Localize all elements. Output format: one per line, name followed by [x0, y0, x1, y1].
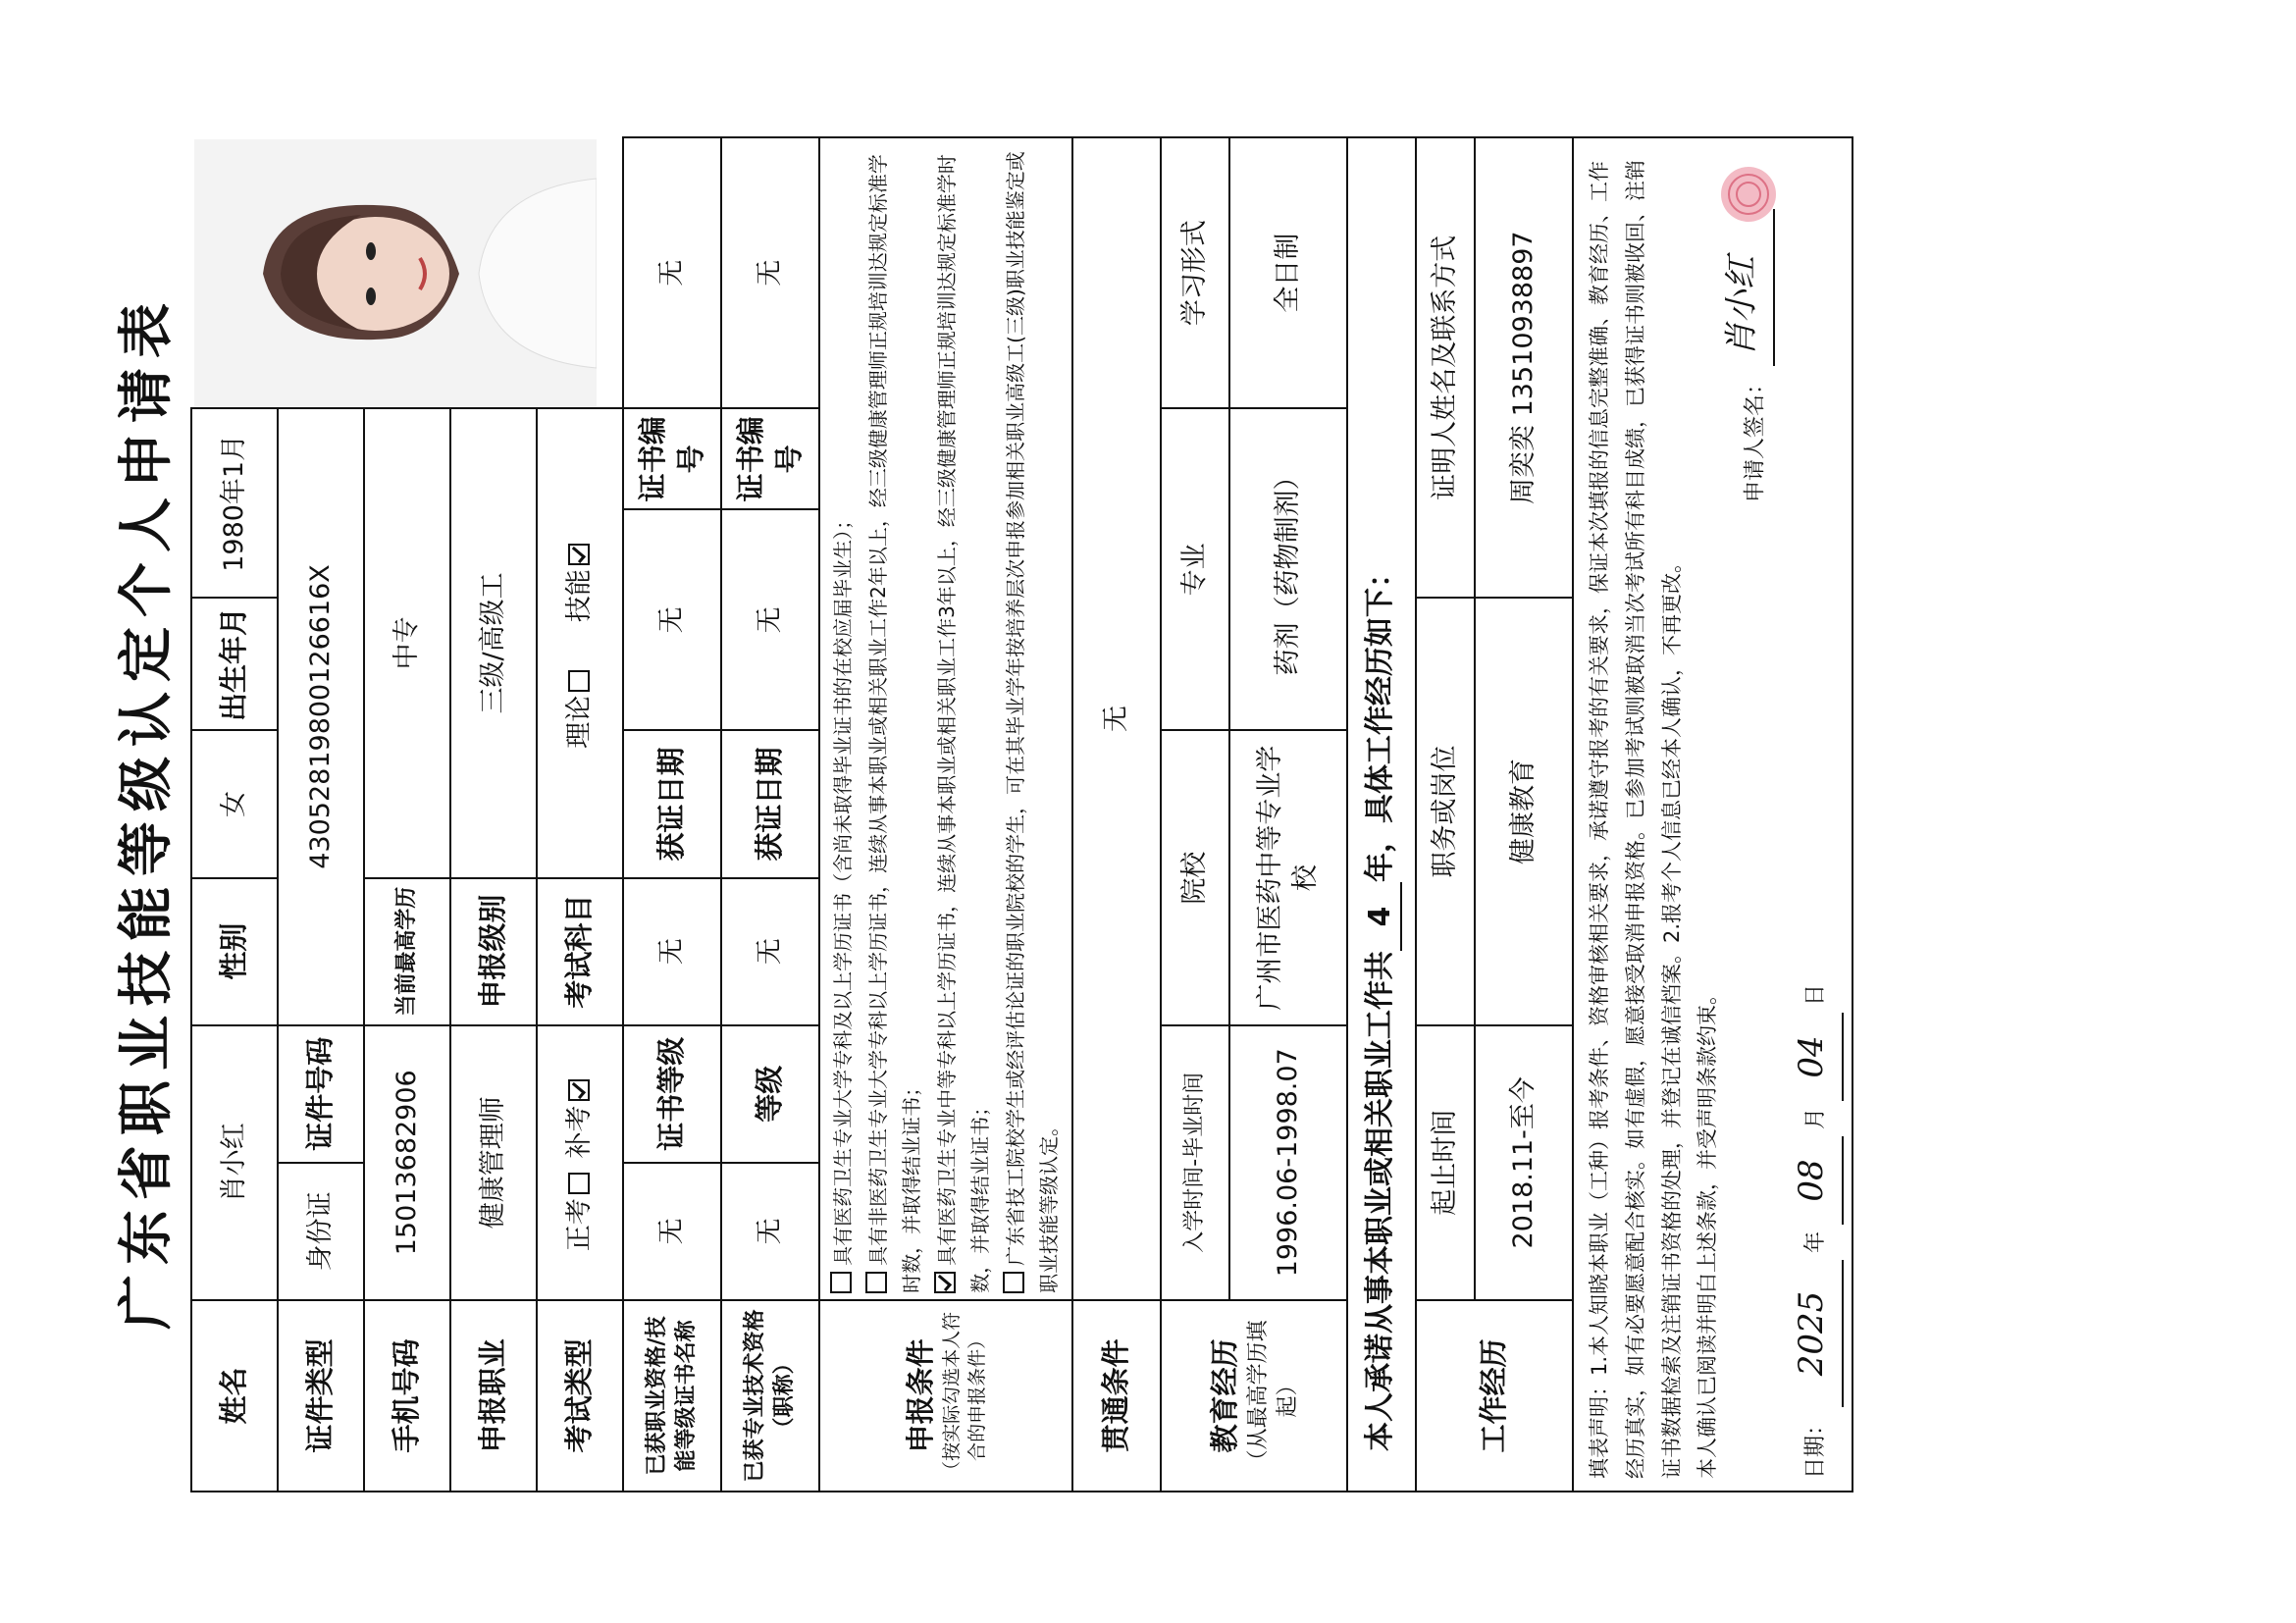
- edu-value: 中专: [364, 408, 450, 877]
- birth-value: 1980年1月: [191, 408, 278, 598]
- work-post: 健康教育: [1475, 598, 1573, 1024]
- subject-theory-checkbox[interactable]: [568, 670, 590, 692]
- cert-level-value: 无: [623, 878, 721, 1025]
- work-years: 4: [1361, 882, 1403, 951]
- id-type-value: 身份证: [278, 1163, 364, 1300]
- through-value: 无: [1072, 137, 1161, 1300]
- row-work-entry: [1475, 137, 1573, 1492]
- condition-option-1: [826, 144, 860, 1293]
- declaration-cell: [1573, 137, 1852, 1492]
- conditions-label: 申报条件: [903, 1338, 937, 1453]
- condition-2-text: 具有非医药卫生专业大学专科以上学历证书，连续从事本职业或相关职业工作2年以上，经三级健康管理师正规培训达规定标准学时数，并取得结业证书；: [866, 154, 923, 1293]
- date-day[interactable]: 04: [1783, 1013, 1844, 1101]
- job-label: 申报职业: [450, 1300, 537, 1492]
- edu-form-header: 学习形式: [1161, 137, 1229, 408]
- conditions-note: （按实际勾选本人符合的申报条件）: [940, 1311, 988, 1480]
- date-day-unit: 日: [1803, 983, 1828, 1006]
- level-value: 三级/高级工: [450, 408, 537, 877]
- date-row: [1783, 150, 1844, 1479]
- cert-date-value: 无: [623, 509, 721, 730]
- exam-type-regular-label: 正考: [563, 1198, 595, 1252]
- title-cert-label: 已获专业技术资格（职称）: [721, 1300, 819, 1492]
- condition-3-checkbox[interactable]: [934, 1272, 956, 1293]
- phone-label: 手机号码: [364, 1300, 450, 1492]
- id-no-label: 证件号码: [278, 1025, 364, 1163]
- edu-time-header: 入学时间-毕业时间: [1161, 1025, 1229, 1300]
- education-note: （从最高学历填起）: [1245, 1320, 1300, 1472]
- id-type-label: 证件类型: [278, 1300, 364, 1492]
- education-label: 教育经历: [1207, 1338, 1241, 1453]
- date-month[interactable]: 08: [1783, 1136, 1844, 1225]
- edu-school-header: 院校: [1161, 730, 1229, 1024]
- condition-3-text: 具有医药卫生专业中等专科以上学历证书，连续从事本职业或相关职业工作3年以上，经三级健康管理师正规培训达规定标准学时数，并取得结业证书；: [935, 154, 992, 1293]
- subject-skill-label: 技能: [563, 569, 595, 623]
- cert-no-label: 证书编号: [623, 408, 721, 509]
- row-education-entry: [1229, 137, 1347, 1492]
- title-no-label: 证书编号: [721, 408, 819, 509]
- condition-1-checkbox[interactable]: [830, 1272, 852, 1293]
- name-value: 肖小红: [191, 1025, 278, 1300]
- title-level-value: 无: [721, 878, 819, 1025]
- cert-date-label: 获证日期: [623, 730, 721, 877]
- condition-1-text: 具有医药卫生专业大学专科及以上学历证书（含尚未取得毕业证书的在校应届毕业生）；: [831, 509, 855, 1266]
- level-label: 申报级别: [450, 878, 537, 1025]
- conditions-label-cell: [819, 1300, 1072, 1492]
- cert-no-value: 无: [623, 137, 721, 408]
- declaration-text: 填表声明：1.本人知晓本职业（工种）报考条件、资格审核相关要求，承诺遵守报考的有关要求，保证本次填报的信息完整准确、教育经历、工作经历真实，如有必要愿意配合核实。如有虚假，愿意接受取消申报资格。已参加考试则被取消当次考试所有科目成绩，已获得证书则被收回、注销证书数据检索及注销证书资格的处理，并登记在诚信档案。2.报考个人信息已经本人确认，不再更改。: [1588, 160, 1684, 1479]
- title-no-value: 无: [721, 137, 819, 408]
- row-commitment: [1347, 137, 1416, 1492]
- row-vocational-cert: [623, 137, 721, 1492]
- vocational-cert-value: 无: [623, 1163, 721, 1300]
- job-value: 健康管理师: [450, 1025, 537, 1300]
- condition-4-text: 广东省技工院校学生或经评估论证的职业院校的学生，可在其毕业学年按培养层次申报参加相关职业高级工(三级)职业技能鉴定或职业技能等级认定。: [1004, 151, 1061, 1293]
- exam-type-regular-checkbox[interactable]: [568, 1173, 590, 1194]
- education-label-cell: [1161, 1300, 1347, 1492]
- id-no-value: 43052819800126616X: [278, 408, 364, 1024]
- name-label: 姓名: [191, 1300, 278, 1492]
- commit-pre: 本人承诺从事本职业或相关职业工作共: [1362, 951, 1397, 1451]
- exam-type-makeup-label: 补考: [563, 1105, 595, 1159]
- work-time-header: 起止时间: [1416, 1025, 1475, 1300]
- declaration-confirm: 本人确认已阅读并明白上述条款，并受声明条款约束。: [1696, 984, 1720, 1479]
- row-name: [191, 137, 278, 1492]
- work-label: 工作经历: [1416, 1300, 1573, 1492]
- row-through: [1072, 137, 1161, 1492]
- title-date-label: 获证日期: [721, 730, 819, 877]
- row-education-header: [1161, 137, 1229, 1492]
- condition-option-3: [930, 144, 997, 1293]
- edu-major-header: 专业: [1161, 408, 1229, 730]
- edu-label: 当前最高学历: [364, 878, 450, 1025]
- edu-time: 1996.06-1998.07: [1229, 1025, 1347, 1300]
- handwritten-signature: 肖小红: [1721, 256, 1761, 356]
- date-year[interactable]: 2025: [1783, 1260, 1844, 1407]
- through-label: 贯通条件: [1072, 1300, 1161, 1492]
- condition-2-checkbox[interactable]: [865, 1272, 887, 1293]
- work-ref: 周奕奕 13510938897: [1475, 137, 1573, 598]
- form-table: [190, 136, 1853, 1492]
- cert-level-label: 证书等级: [623, 1025, 721, 1163]
- exam-type-label: 考试类型: [537, 1300, 623, 1492]
- title-date-value: 无: [721, 509, 819, 730]
- conditions-options: [819, 137, 1072, 1300]
- date-label: 日期：: [1803, 1413, 1828, 1479]
- title-cert-value: 无: [721, 1163, 819, 1300]
- edu-major: 药剂（药物制剂）: [1229, 408, 1347, 730]
- title-level-label: 等级: [721, 1025, 819, 1163]
- subject-skill-checkbox[interactable]: [568, 544, 590, 565]
- row-conditions: [819, 137, 1072, 1492]
- exam-type-options: [537, 1025, 623, 1300]
- row-professional-title: [721, 137, 819, 1492]
- edu-school: 广州市医药中等专业学校: [1229, 730, 1347, 1024]
- condition-option-4: [999, 144, 1066, 1293]
- vocational-cert-label: 已获职业资格/技能等级证书名称: [623, 1300, 721, 1492]
- subject-theory-label: 理论: [563, 695, 595, 749]
- gender-label: 性别: [191, 878, 278, 1025]
- gender-value: 女: [191, 730, 278, 877]
- exam-type-makeup-checkbox[interactable]: [568, 1079, 590, 1101]
- work-post-header: 职务或岗位: [1416, 598, 1475, 1024]
- edu-form: 全日制: [1229, 137, 1347, 408]
- birth-label: 出生年月: [191, 598, 278, 730]
- row-work-header: [1416, 137, 1475, 1492]
- subject-options: [537, 408, 623, 877]
- condition-4-checkbox[interactable]: [1003, 1272, 1024, 1293]
- date-year-unit: 年: [1803, 1230, 1828, 1253]
- commit-post: 年，具体工作经历如下：: [1362, 558, 1397, 882]
- work-commitment: [1347, 137, 1416, 1492]
- phone-value: 15013682906: [364, 1025, 450, 1300]
- subject-label: 考试科目: [537, 878, 623, 1025]
- work-time: 2018.11-至今: [1475, 1025, 1573, 1300]
- signature-field[interactable]: [1721, 209, 1775, 366]
- fingerprint-icon: [1714, 160, 1783, 229]
- form-title: 广东省职业技能等级认定个人申请表: [114, 293, 179, 1330]
- row-declaration: [1573, 137, 1852, 1492]
- signature-label: 申请人签名：: [1743, 373, 1768, 503]
- signature-row: [1721, 150, 1775, 1479]
- date-month-unit: 月: [1803, 1107, 1828, 1129]
- photo-cell: [191, 137, 623, 408]
- work-ref-header: 证明人姓名及联系方式: [1416, 137, 1475, 598]
- condition-option-2: [861, 144, 928, 1293]
